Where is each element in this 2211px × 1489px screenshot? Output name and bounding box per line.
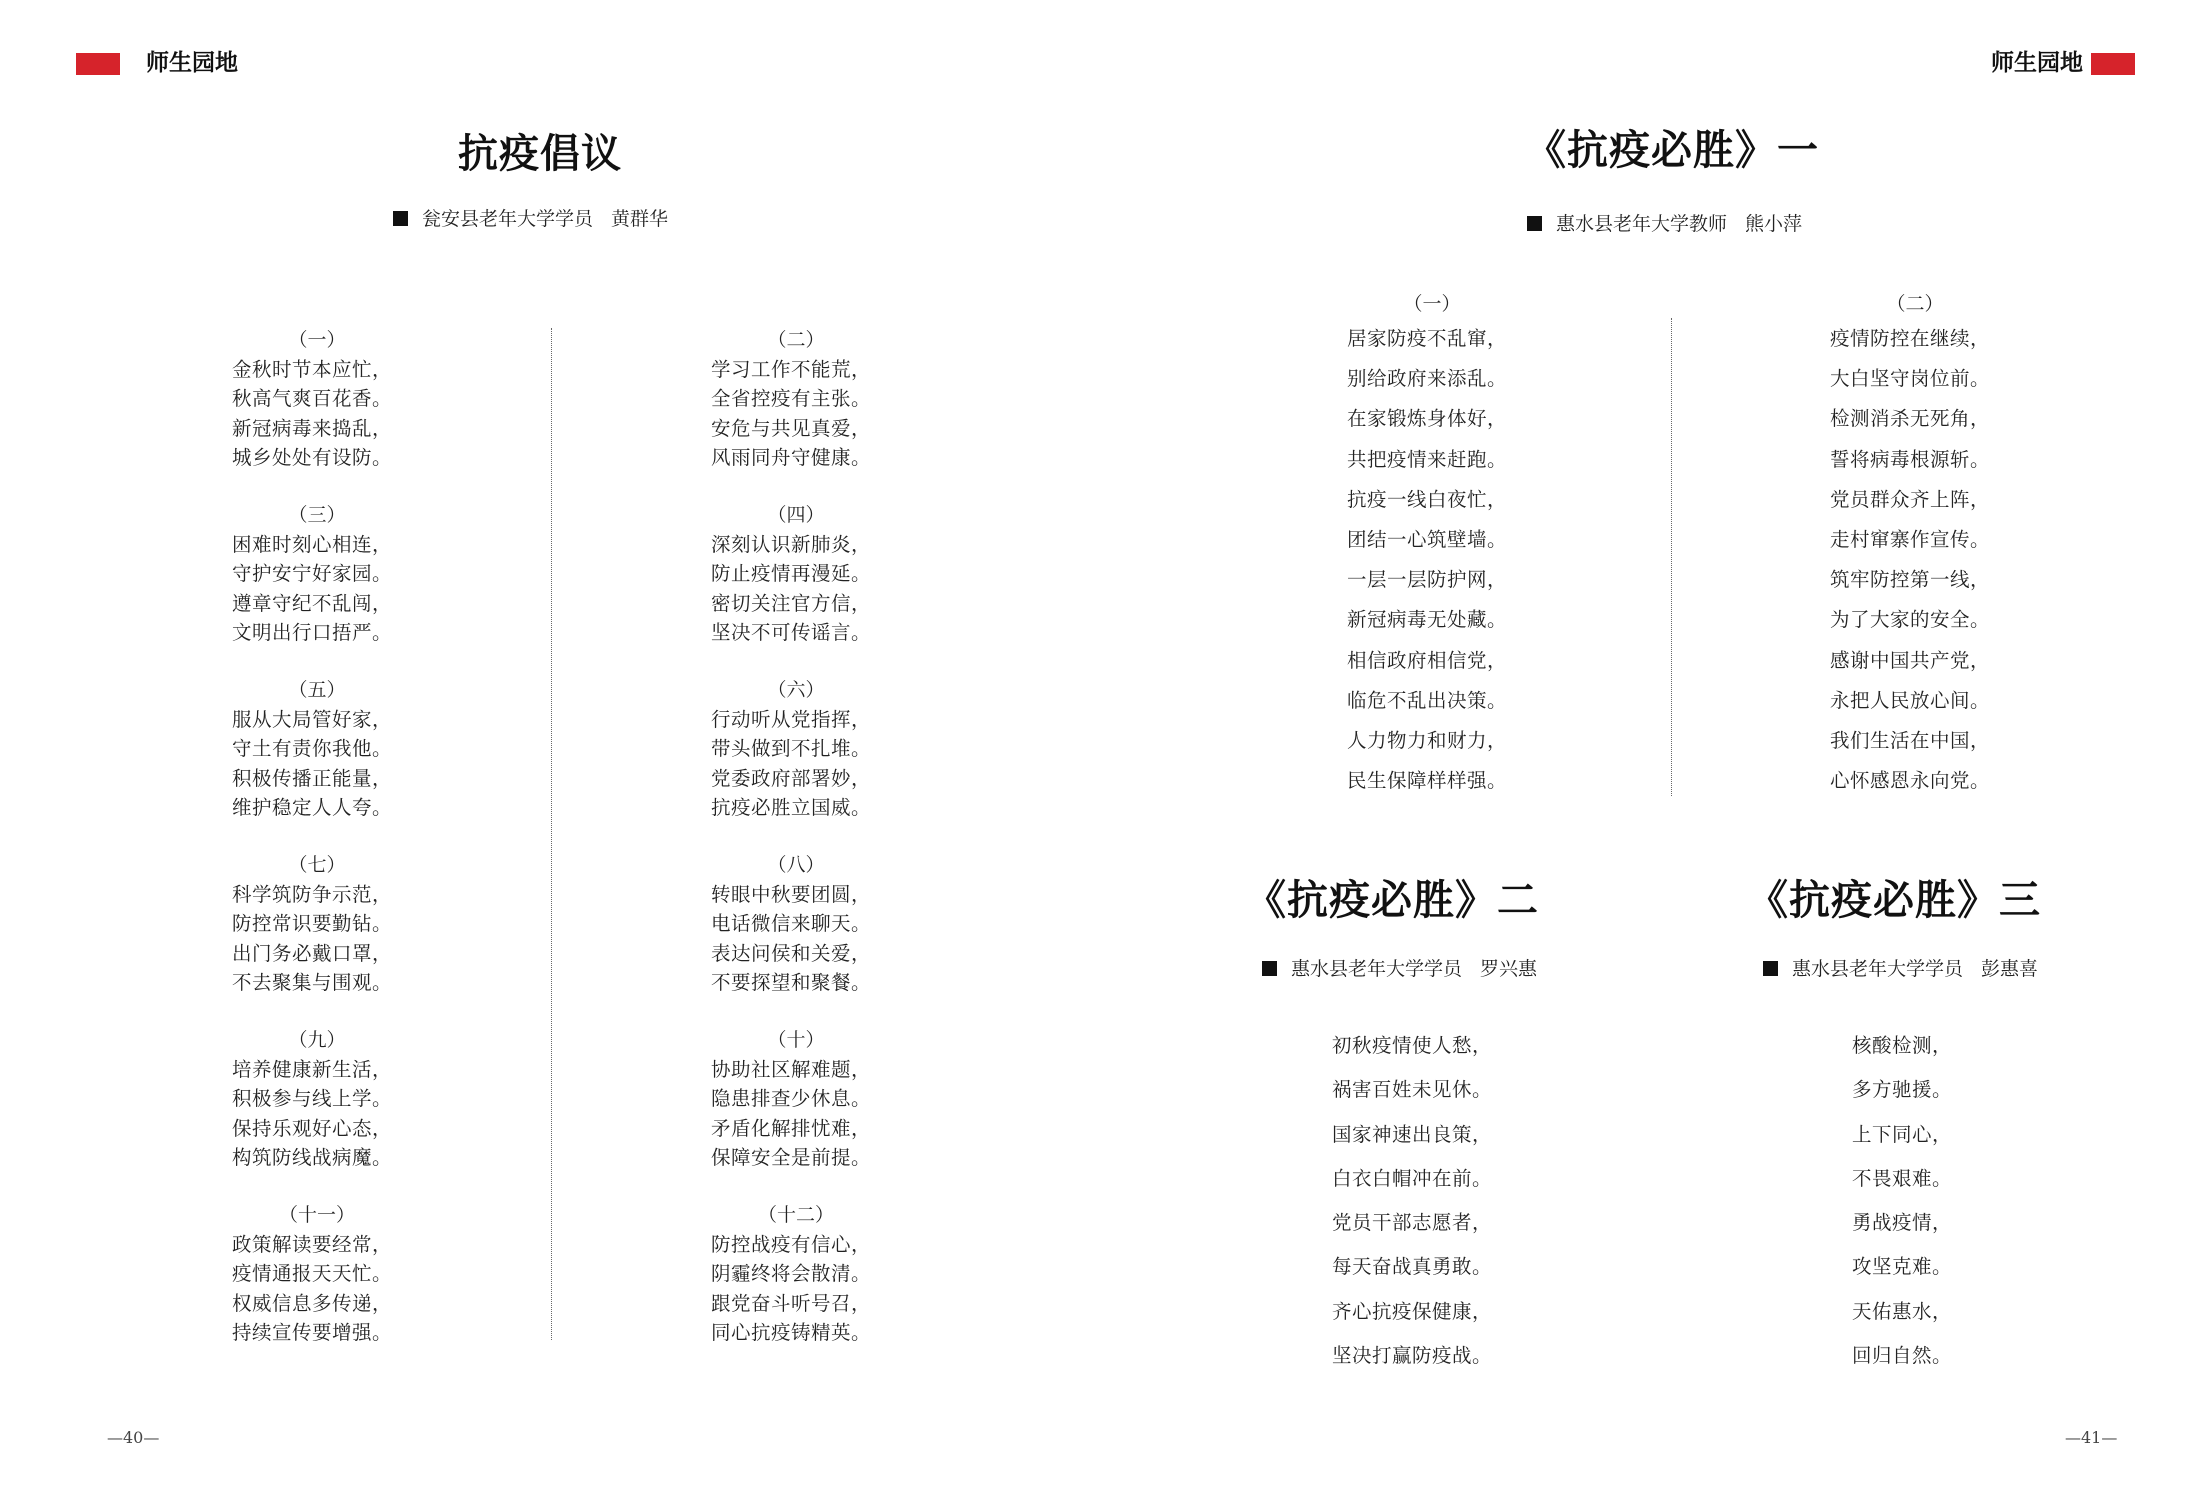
poem-line: 国家神速出良策， — [1332, 1122, 1493, 1146]
right-poem-3-title: 《抗疫必胜》三 — [1747, 876, 2041, 924]
byline-square-icon — [393, 211, 408, 226]
poem-line: 心怀感恩永向党。 — [1830, 769, 1991, 793]
stanza — [232, 326, 462, 472]
right-poem-2-byline — [1262, 960, 1537, 979]
stanza-number: （十一） — [278, 1204, 355, 1226]
poem-line: 勇战疫情， — [1852, 1211, 1953, 1235]
poem-line: 坚决打赢防疫战。 — [1332, 1344, 1493, 1368]
poem-line: 风雨同舟守健康。 — [711, 445, 872, 469]
poem-line: 誓将病毒根源斩。 — [1830, 447, 1991, 471]
poem-line: 大白坚守岗位前。 — [1830, 367, 1991, 391]
poem-line: 服从大局管好家， — [232, 708, 393, 731]
poem-line: 文明出行口捂严。 — [232, 620, 393, 644]
poem-line: 祸害百姓未见休。 — [1332, 1078, 1493, 1102]
section-flag-right — [2091, 53, 2135, 75]
poem-line: 疫情通报天天忙。 — [232, 1262, 393, 1286]
poem-line: 守土有责你我他。 — [232, 737, 393, 761]
poem-line: 秋高气爽百花香。 — [232, 387, 393, 411]
poem-line: 党员群众齐上阵， — [1830, 487, 1991, 511]
stanza — [711, 1026, 941, 1172]
stanza-number: （一） — [1403, 293, 1461, 315]
poem-line: 每天奋战真勇敢。 — [1332, 1255, 1493, 1279]
poem-line: 跟党奋斗听号召， — [711, 1291, 872, 1315]
right-poem-3-byline — [1763, 960, 2038, 979]
poem-line: 走村窜寨作宣传。 — [1830, 528, 1991, 552]
right-poem-2-body — [1332, 1024, 1572, 1378]
byline-author: 黄群华 — [611, 208, 669, 230]
poem-line: 保障安全是前提。 — [711, 1145, 872, 1169]
stanza — [1830, 290, 2070, 801]
poem-line: 不要探望和聚餐。 — [711, 970, 872, 994]
stanza — [232, 676, 462, 822]
right-poem-3-body — [1852, 1024, 1982, 1378]
left-poem-title: 抗疫倡议 — [458, 131, 622, 177]
byline-author: 熊小萍 — [1745, 213, 1803, 235]
byline-square-icon — [1763, 961, 1778, 976]
poem-line: 检测消杀无死角， — [1830, 407, 1991, 431]
poem-line: 行动听从党指挥， — [711, 708, 872, 731]
poem-line: 相信政府相信党， — [1347, 648, 1508, 672]
poem-line: 回归自然。 — [1852, 1344, 1953, 1368]
poem-line: 防控常识要勤钻。 — [232, 912, 393, 936]
stanza-number: （十二） — [757, 1204, 834, 1226]
poem-line: 培养健康新生活， — [232, 1058, 393, 1081]
stanza — [711, 676, 941, 822]
poem-line: 新冠病毒无处藏。 — [1347, 608, 1508, 632]
poem-line: 为了大家的安全。 — [1830, 608, 1991, 632]
stanza — [1347, 290, 1587, 801]
poem-line: 隐患排查少休息。 — [711, 1087, 872, 1111]
poem-line: 安危与共见真爱， — [711, 416, 872, 440]
stanza-number: （一） — [288, 329, 346, 351]
stanza-number: （二） — [767, 329, 825, 351]
poem-line: 别给政府来添乱。 — [1347, 367, 1508, 391]
section-label-right: 师生园地 — [1991, 50, 2083, 76]
poem-line: 维护稳定人人夸。 — [232, 795, 393, 819]
byline-square-icon — [1262, 961, 1277, 976]
poem-line: 我们生活在中国， — [1830, 729, 1991, 753]
poem-line: 阴霾终将会散清。 — [711, 1262, 872, 1286]
stanza — [711, 326, 941, 472]
poem-line: 构筑防线战病魔。 — [232, 1145, 393, 1169]
right-poem-1-title: 《抗疫必胜》一 — [1525, 126, 1819, 174]
stanza-number: （六） — [767, 679, 825, 701]
poem-line: 政策解读要经常， — [232, 1233, 393, 1256]
poem-line: 初秋疫情使人愁， — [1332, 1034, 1493, 1057]
poem-line: 积极参与线上学。 — [232, 1087, 393, 1111]
poem-line: 密切关注官方信， — [711, 591, 872, 615]
column-divider-left — [551, 328, 552, 1340]
poem-line: 学习工作不能荒， — [711, 358, 872, 381]
stanza-number: （三） — [288, 504, 346, 526]
stanza — [232, 501, 462, 647]
poem-line: 筑牢防控第一线， — [1830, 568, 1991, 592]
poem-line: 深刻认识新肺炎， — [711, 533, 872, 556]
byline-affiliation: 惠水县老年大学教师 — [1556, 213, 1728, 235]
poem-line: 民生保障样样强。 — [1347, 769, 1508, 793]
stanza-number: （二） — [1886, 293, 1944, 315]
stanza-number: （四） — [767, 504, 825, 526]
section-flag-left — [76, 53, 120, 75]
poem-line: 不去聚集与围观。 — [232, 970, 393, 994]
poem-line: 感谢中国共产党， — [1830, 648, 1991, 672]
page-number-left: —40— — [107, 1428, 160, 1447]
poem-line: 天佑惠水， — [1852, 1299, 1953, 1323]
poem-line: 一层一层防护网， — [1347, 568, 1508, 592]
poem-line: 矛盾化解排忧难， — [711, 1116, 872, 1140]
poem-line: 齐心抗疫保健康， — [1332, 1299, 1493, 1323]
poem-line: 上下同心， — [1852, 1122, 1953, 1146]
stanza-number: （十） — [767, 1029, 825, 1051]
poem-line: 遵章守纪不乱闯， — [232, 591, 393, 615]
poem-line: 全省控疫有主张。 — [711, 387, 872, 411]
stanza — [232, 1201, 462, 1347]
poem-line: 核酸检测， — [1852, 1034, 1953, 1057]
stanza — [232, 851, 462, 997]
poem-line: 守护安宁好家园。 — [232, 562, 393, 586]
right-poem-1-byline — [1527, 215, 1802, 234]
poem-line: 城乡处处有设防。 — [232, 445, 393, 469]
poem-line: 出门务必戴口罩， — [232, 941, 393, 965]
stanza — [232, 1026, 462, 1172]
poem-line: 表达问侯和关爱， — [711, 941, 872, 965]
poem-line: 防控战疫有信心， — [711, 1233, 872, 1256]
poem-line: 坚决不可传谣言。 — [711, 620, 872, 644]
byline-square-icon — [1527, 216, 1542, 231]
poem-line: 新冠病毒来捣乱， — [232, 416, 393, 440]
poem-line: 防止疫情再漫延。 — [711, 562, 872, 586]
page-number-right: —41— — [2065, 1428, 2118, 1447]
poem-line: 积极传播正能量， — [232, 766, 393, 790]
stanza-number: （九） — [288, 1029, 346, 1051]
poem-line: 保持乐观好心态， — [232, 1116, 393, 1140]
stanza-number: （七） — [288, 854, 346, 876]
poem-line: 抗疫一线白夜忙， — [1347, 487, 1508, 511]
poem-line: 居家防疫不乱窜， — [1347, 327, 1508, 350]
poem-line: 疫情防控在继续， — [1830, 327, 1991, 350]
stanza-number: （五） — [288, 679, 346, 701]
poem-line: 党委政府部署妙， — [711, 766, 872, 790]
byline-author: 彭惠喜 — [1981, 958, 2039, 980]
byline-affiliation: 瓮安县老年大学学员 — [422, 208, 594, 230]
stanza — [711, 501, 941, 647]
poem-line: 不畏艰难。 — [1852, 1166, 1953, 1190]
poem-line: 党员干部志愿者， — [1332, 1211, 1493, 1235]
byline-affiliation: 惠水县老年大学学员 — [1291, 958, 1463, 980]
stanza-number: （八） — [767, 854, 825, 876]
poem-line: 多方驰援。 — [1852, 1078, 1953, 1102]
poem-line: 在家锻炼身体好， — [1347, 407, 1508, 431]
poem-line: 转眼中秋要团圆， — [711, 883, 872, 906]
column-divider-right — [1671, 318, 1672, 796]
byline-author: 罗兴惠 — [1480, 958, 1538, 980]
poem-line: 科学筑防争示范， — [232, 883, 393, 906]
poem-line: 困难时刻心相连， — [232, 533, 393, 556]
poem-line: 协助社区解难题， — [711, 1058, 872, 1081]
right-poem-2-title: 《抗疫必胜》二 — [1245, 876, 1539, 924]
poem-line: 团结一心筑壁墙。 — [1347, 528, 1508, 552]
poem-line: 电话微信来聊天。 — [711, 912, 872, 936]
poem-line: 共把疫情来赶跑。 — [1347, 447, 1508, 471]
poem-line: 白衣白帽冲在前。 — [1332, 1166, 1493, 1190]
poem-line: 持续宣传要增强。 — [232, 1320, 393, 1344]
stanza — [711, 1201, 941, 1347]
poem-line: 抗疫必胜立国威。 — [711, 795, 872, 819]
section-label-left: 师生园地 — [146, 50, 238, 76]
poem-line: 临危不乱出决策。 — [1347, 688, 1508, 712]
poem-line: 永把人民放心间。 — [1830, 688, 1991, 712]
poem-line: 同心抗疫铸精英。 — [711, 1320, 872, 1344]
poem-line: 攻坚克难。 — [1852, 1255, 1953, 1279]
stanza — [711, 851, 941, 997]
poem-line: 带头做到不扎堆。 — [711, 737, 872, 761]
byline-affiliation: 惠水县老年大学学员 — [1792, 958, 1964, 980]
poem-line: 金秋时节本应忙， — [232, 358, 393, 381]
left-poem-byline — [393, 210, 668, 229]
poem-line: 权威信息多传递， — [232, 1291, 393, 1315]
poem-line: 人力物力和财力， — [1347, 729, 1508, 753]
